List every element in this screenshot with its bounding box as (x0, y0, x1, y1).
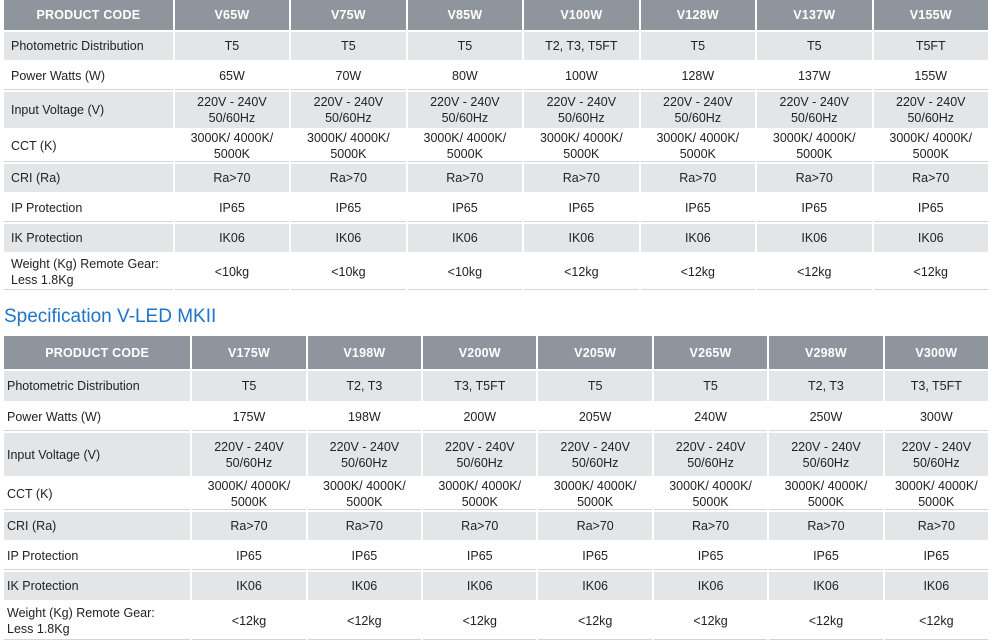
row-label: CCT (K) (4, 130, 173, 164)
header-cell: V300W (885, 336, 988, 371)
table-cell: IK06 (408, 224, 522, 254)
table-cell: IP65 (757, 194, 871, 224)
table-cell: T3, T5FT (423, 371, 536, 403)
table-cell: T5 (654, 371, 767, 403)
table-header-row (4, 336, 988, 371)
table-cell: IK06 (757, 224, 871, 254)
row-label: IK Protection (4, 572, 190, 602)
table-cell: 175W (192, 403, 305, 433)
table-cell: 3000K/ 4000K/ 5000K (192, 478, 305, 512)
table-cell: T5FT (874, 32, 989, 62)
table-cell: Ra>70 (175, 164, 289, 194)
table-row (4, 62, 988, 92)
table-cell: Ra>70 (654, 512, 767, 542)
table-cell: Ra>70 (874, 164, 989, 194)
row-label: Photometric Distribution (4, 32, 173, 62)
table-cell: Ra>70 (423, 512, 536, 542)
header-cell: V298W (769, 336, 882, 371)
table-cell: <12kg (524, 254, 638, 292)
table-row (4, 32, 988, 62)
table-cell: 220V - 240V 50/60Hz (408, 92, 522, 130)
table-cell: <12kg (192, 602, 305, 642)
header-cell: V175W (192, 336, 305, 371)
table-cell: IK06 (654, 572, 767, 602)
table-cell: 3000K/ 4000K/ 5000K (524, 130, 638, 164)
table-cell: IP65 (408, 194, 522, 224)
row-label: Power Watts (W) (4, 403, 190, 433)
table-cell: 70W (291, 62, 405, 92)
table-cell: T5 (757, 32, 871, 62)
table-cell: 3000K/ 4000K/ 5000K (408, 130, 522, 164)
table-cell: IP65 (538, 542, 651, 572)
row-label: Weight (Kg) Remote Gear: Less 1.8Kg (4, 254, 173, 292)
table-cell: 65W (175, 62, 289, 92)
table-cell: T5 (192, 371, 305, 403)
row-label: Power Watts (W) (4, 62, 173, 92)
table-row (4, 254, 988, 292)
header-cell: V85W (408, 0, 522, 32)
spec-table-1 (2, 0, 990, 292)
table-cell: 300W (885, 403, 988, 433)
table-cell: <12kg (874, 254, 989, 292)
table-cell: IK06 (885, 572, 988, 602)
table-cell: 80W (408, 62, 522, 92)
table-cell: 220V - 240V 50/60Hz (885, 433, 988, 478)
table-cell: T2, T3, T5FT (524, 32, 638, 62)
table-cell: 3000K/ 4000K/ 5000K (757, 130, 871, 164)
spec-table-2 (2, 336, 990, 642)
header-cell: V75W (291, 0, 405, 32)
header-cell: V155W (874, 0, 989, 32)
table-cell: 200W (423, 403, 536, 433)
table-cell: 250W (769, 403, 882, 433)
table-cell: IP65 (654, 542, 767, 572)
table-cell: 3000K/ 4000K/ 5000K (175, 130, 289, 164)
table-row (4, 164, 988, 194)
header-cell: V100W (524, 0, 638, 32)
table-cell: IP65 (885, 542, 988, 572)
header-cell: V205W (538, 336, 651, 371)
table-cell: 155W (874, 62, 989, 92)
table-cell: 3000K/ 4000K/ 5000K (874, 130, 989, 164)
table-cell: IP65 (308, 542, 421, 572)
table-cell: IP65 (524, 194, 638, 224)
table-cell: T5 (641, 32, 755, 62)
table-cell: 205W (538, 403, 651, 433)
table-cell: <12kg (769, 602, 882, 642)
table-cell: 3000K/ 4000K/ 5000K (654, 478, 767, 512)
table-cell: 3000K/ 4000K/ 5000K (423, 478, 536, 512)
table-cell: 220V - 240V 50/60Hz (192, 433, 305, 478)
row-label: IP Protection (4, 194, 173, 224)
header-cell: V137W (757, 0, 871, 32)
table-cell: IK06 (175, 224, 289, 254)
table-cell: 220V - 240V 50/60Hz (423, 433, 536, 478)
table-cell: T5 (408, 32, 522, 62)
table-cell: <12kg (423, 602, 536, 642)
table-row (4, 403, 988, 433)
table-cell: IP65 (175, 194, 289, 224)
table-cell: 3000K/ 4000K/ 5000K (885, 478, 988, 512)
table-cell: 3000K/ 4000K/ 5000K (291, 130, 405, 164)
header-cell: PRODUCT CODE (4, 0, 173, 32)
table-cell: 220V - 240V 50/60Hz (874, 92, 989, 130)
table-cell: 220V - 240V 50/60Hz (769, 433, 882, 478)
table-cell: IK06 (291, 224, 405, 254)
table-cell: <10kg (408, 254, 522, 292)
table-cell: 220V - 240V 50/60Hz (524, 92, 638, 130)
table-cell: IK06 (308, 572, 421, 602)
table-cell: Ra>70 (769, 512, 882, 542)
table-cell: 220V - 240V 50/60Hz (641, 92, 755, 130)
table-cell: 3000K/ 4000K/ 5000K (769, 478, 882, 512)
table-cell: IK06 (192, 572, 305, 602)
table-cell: T3, T5FT (885, 371, 988, 403)
table-row (4, 542, 988, 572)
header-cell: PRODUCT CODE (4, 336, 190, 371)
table-cell: <10kg (291, 254, 405, 292)
row-label: CRI (Ra) (4, 164, 173, 194)
header-cell: V198W (308, 336, 421, 371)
table-row (4, 194, 988, 224)
table-cell: <12kg (757, 254, 871, 292)
table-cell: T5 (291, 32, 405, 62)
table-cell: 3000K/ 4000K/ 5000K (641, 130, 755, 164)
table-cell: <12kg (308, 602, 421, 642)
table-cell: IP65 (291, 194, 405, 224)
table-cell: IP65 (641, 194, 755, 224)
table-cell: 198W (308, 403, 421, 433)
table-row (4, 433, 988, 478)
table-cell: IP65 (192, 542, 305, 572)
table-row (4, 371, 988, 403)
table-cell: IK06 (423, 572, 536, 602)
table-cell: IK06 (874, 224, 989, 254)
table-cell: Ra>70 (524, 164, 638, 194)
table-cell: <12kg (641, 254, 755, 292)
table-header-row (4, 0, 988, 32)
table-cell: Ra>70 (641, 164, 755, 194)
row-label: Photometric Distribution (4, 371, 190, 403)
row-label: IP Protection (4, 542, 190, 572)
row-label: Weight (Kg) Remote Gear: Less 1.8Kg (4, 602, 190, 642)
table-cell: 137W (757, 62, 871, 92)
table-cell: 220V - 240V 50/60Hz (538, 433, 651, 478)
table-cell: Ra>70 (308, 512, 421, 542)
table-row (4, 92, 988, 130)
table-cell: 100W (524, 62, 638, 92)
table-cell: Ra>70 (408, 164, 522, 194)
header-cell: V265W (654, 336, 767, 371)
table-cell: Ra>70 (757, 164, 871, 194)
table-row (4, 224, 988, 254)
section-heading: Specification V-LED MKII (4, 306, 217, 327)
table-cell: 3000K/ 4000K/ 5000K (538, 478, 651, 512)
table-cell: IP65 (423, 542, 536, 572)
table-cell: T5 (538, 371, 651, 403)
table-cell: IK06 (769, 572, 882, 602)
table-row (4, 478, 988, 512)
row-label: IK Protection (4, 224, 173, 254)
table-cell: Ra>70 (192, 512, 305, 542)
header-cell: V200W (423, 336, 536, 371)
table-cell: 128W (641, 62, 755, 92)
table-cell: 3000K/ 4000K/ 5000K (308, 478, 421, 512)
row-label: Input Voltage (V) (4, 92, 173, 130)
table-cell: 220V - 240V 50/60Hz (291, 92, 405, 130)
table-cell: T5 (175, 32, 289, 62)
table-cell: IP65 (769, 542, 882, 572)
header-cell: V128W (641, 0, 755, 32)
row-label: CCT (K) (4, 478, 190, 512)
table-cell: IK06 (641, 224, 755, 254)
table-cell: T2, T3 (308, 371, 421, 403)
table-cell: <12kg (538, 602, 651, 642)
table-row (4, 512, 988, 542)
table-cell: Ra>70 (885, 512, 988, 542)
row-label: CRI (Ra) (4, 512, 190, 542)
table-cell: 220V - 240V 50/60Hz (308, 433, 421, 478)
row-label: Input Voltage (V) (4, 433, 190, 478)
table-cell: T2, T3 (769, 371, 882, 403)
table-cell: IK06 (538, 572, 651, 602)
table-cell: <12kg (654, 602, 767, 642)
table-row (4, 572, 988, 602)
table-cell: Ra>70 (291, 164, 405, 194)
table-cell: <12kg (885, 602, 988, 642)
header-cell: V65W (175, 0, 289, 32)
table-cell: 220V - 240V 50/60Hz (654, 433, 767, 478)
table-cell: Ra>70 (538, 512, 651, 542)
table-cell: IK06 (524, 224, 638, 254)
table-cell: IP65 (874, 194, 989, 224)
table-cell: 220V - 240V 50/60Hz (175, 92, 289, 130)
table-cell: <10kg (175, 254, 289, 292)
table-cell: 220V - 240V 50/60Hz (757, 92, 871, 130)
table-cell: 240W (654, 403, 767, 433)
table-row (4, 130, 988, 164)
table-row (4, 602, 988, 642)
